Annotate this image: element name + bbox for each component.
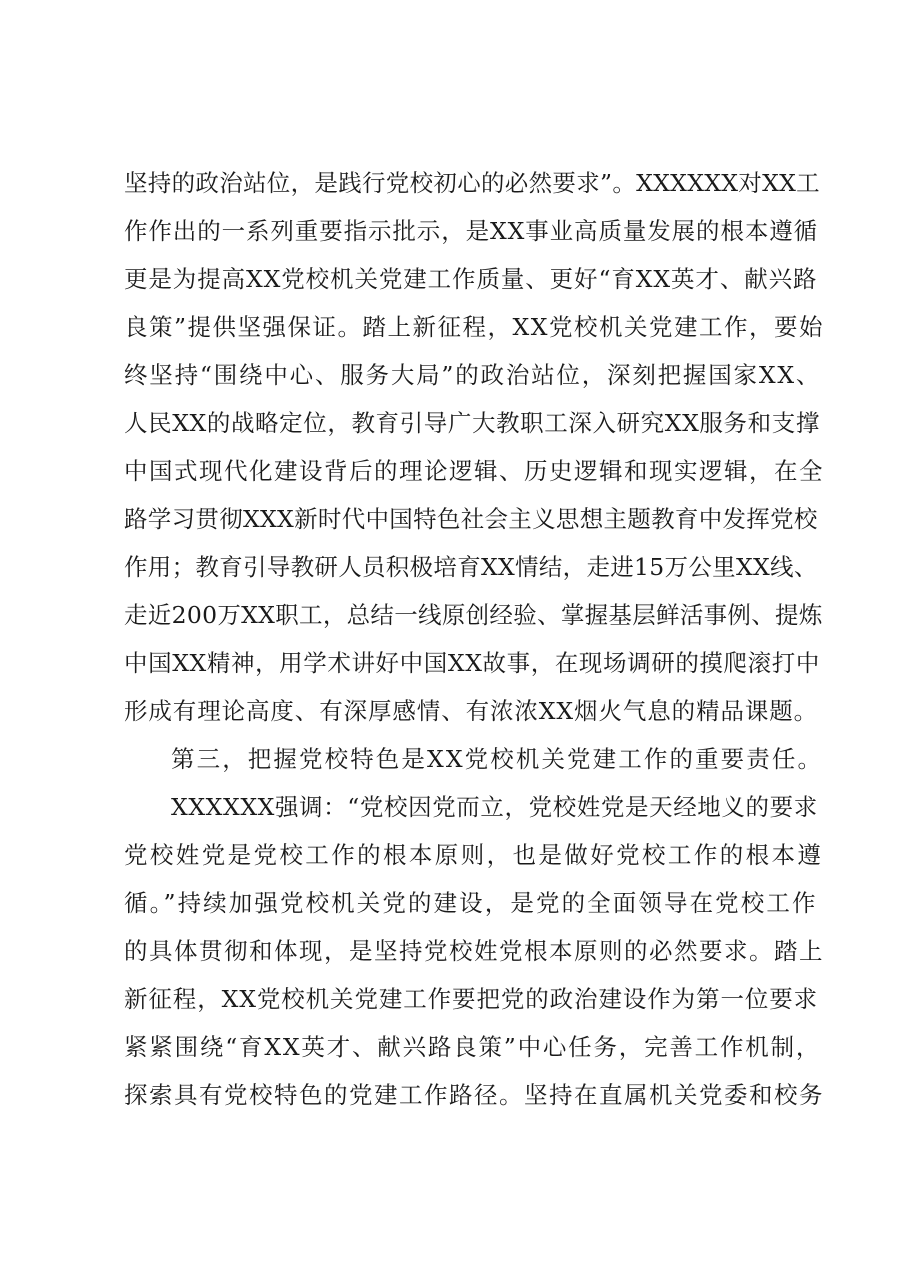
text-line: 的具体贯彻和体现，是坚持党校姓党根本原则的必然要求。踏上 (124, 937, 824, 965)
text-line: 党校姓党是党校工作的根本原则，也是做好党校工作的根本遵 (124, 841, 824, 869)
text-line: XXXXXX强调：“党校因党而立，党校姓党是天经地义的要求 (171, 793, 818, 821)
text-line: 中国XX精神，用学术讲好中国XX故事，在现场调研的摸爬滚打中 (124, 649, 820, 677)
text-line: 紧紧围绕“育XX英才、献兴路良策”中心任务，完善工作机制， (124, 1033, 822, 1061)
text-line: 作作出的一系列重要指示批示，是XX事业高质量发展的根本遵循 (124, 217, 819, 245)
text-line: 走近200万XX职工，总结一线原创经验、掌握基层鲜活事例、提炼 (124, 601, 823, 629)
text-line: 新征程，XX党校机关党建工作要把党的政治建设作为第一位要求 (124, 985, 819, 1013)
text-line: 中国式现代化建设背后的理论逻辑、历史逻辑和现实逻辑，在全 (124, 457, 824, 485)
text-line: 路学习贯彻XXX新时代中国特色社会主义思想主题教育中发挥党校 (124, 505, 818, 533)
section-heading: 第三，把握党校特色是XX党校机关党建工作的重要责任。 (171, 745, 824, 773)
text-line: 形成有理论高度、有深厚感情、有浓浓XX烟火气息的精品课题。 (124, 697, 819, 725)
text-line: 良策”提供坚强保证。踏上新征程，XX党校机关党建工作，要始 (124, 313, 824, 341)
text-line: 人民XX的战略定位，教育引导广大教职工深入研究XX服务和支撑 (124, 409, 820, 437)
text-line: 终坚持“围绕中心、服务大局”的政治站位，深刻把握国家XX、 (124, 361, 822, 389)
text-line: 作用；教育引导教研人员积极培育XX情结，走进15万公里XX线、 (124, 553, 818, 581)
text-line: 坚持的政治站位，是践行党校初心的必然要求”。XXXXXX对XX工 (124, 169, 820, 197)
text-line: 更是为提高XX党校机关党建工作质量、更好“育XX英才、献兴路 (124, 265, 818, 293)
text-line: 循。”持续加强党校机关党的建设，是党的全面领导在党校工作 (124, 889, 818, 917)
text-line: 探索具有党校特色的党建工作路径。坚持在直属机关党委和校务 (124, 1081, 824, 1109)
